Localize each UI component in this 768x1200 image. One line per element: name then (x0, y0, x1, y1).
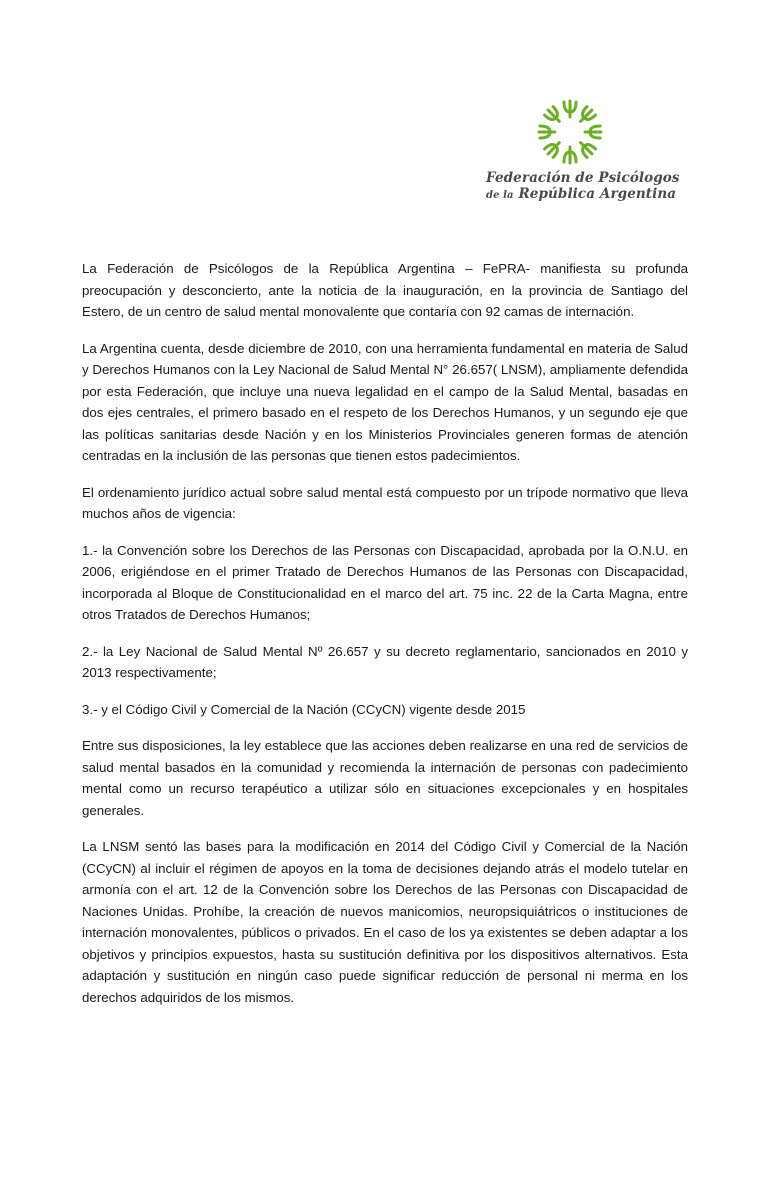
logo-text-line-1: Federación de Psicólogos (486, 170, 680, 186)
paragraph-lnsm: La Argentina cuenta, desde diciembre de 2010, con una herramienta fundamental en materia de Salud y Derechos Humanos con la Ley Nacional de Salud Mental N° 26.657( LNSM), ampliamente defendida por esta Federación, que incluye una nueva legalidad en el campo de la Salud Mental, basadas en dos ejes centrales, el primero basado en el respeto de los Derechos Humanos, y un segundo eje que las políticas sanitarias desde Nación y en los Ministerios Provinciales generen formas de atención centradas en la inclusión de las personas que tienen estos padecimientos. (82, 340, 688, 463)
document-body (82, 258, 688, 1023)
paragraph-disposiciones: Entre sus disposiciones, la ley establece que las acciones deben realizarse en una red de servicios de salud mental basados en la comunidad y recomienda la internación de personas con padecimiento mental como un recurso terapéutico a utilizar sólo en situaciones excepcionales y en hospitales generales. (82, 738, 688, 818)
logo-text-prefix: de la (486, 190, 514, 201)
fepra-logo (484, 96, 688, 206)
paragraph-item-3: 3.- y el Código Civil y Comercial de la Nación (CCyCN) vigente desde 2015 (82, 701, 526, 717)
paragraph-ccycn: La LNSM sentó las bases para la modificación en 2014 del Código Civil y Comercial de la Nación (CCyCN) al incluir el régimen de apoyos en la toma de decisiones dejando atrás el modelo tutelar en armonía con el art. 12 de la Convención sobre los Derechos de las Personas con Discapacidad de Naciones Unidas. Prohíbe, la creación de nuevos manicomios, neuropsiquiátricos o instituciones de internación monovalentes, públicos o privados. En el caso de los ya existentes se deben adaptar a los objetivos y principios expuestos, hasta su sustitución definitiva por los dispositivos alternativos. Esta adaptación y sustitución en ningún caso puede significar reducción de personal ni merma en los derechos adquiridos de los mismos. (82, 839, 688, 1005)
paragraph-item-2: 2.- la Ley Nacional de Salud Mental Nº 26.657 y su decreto reglamentario, sancionados en 2010 y 2013 respectivamente; (82, 643, 688, 680)
paragraph-ordenamiento: El ordenamiento jurídico actual sobre salud mental está compuesto por un trípode normativo que lleva muchos años de vigencia: (82, 484, 688, 521)
logo-text-main: República Argentina (518, 186, 677, 202)
fepra-green-psi-logo-icon (536, 98, 604, 166)
paragraph-item-1: 1.- la Convención sobre los Derechos de las Personas con Discapacidad, aprobada por la O.N.U. en 2006, erigiéndose en el primer Tratado de Derechos Humanos de las Personas con Discapacidad, incorporada al Bloque de Constitucionalidad en el marco del art. 75 inc. 22 de la Carta Magna, entre otros Tratados de Derechos Humanos; (82, 542, 688, 622)
paragraph-intro: La Federación de Psicólogos de la República Argentina – FePRA- manifiesta su profunda preocupación y desconcierto, ante la noticia de la inauguración, en la provincia de Santiago del Estero, de un centro de salud mental monovalente que contaría con 92 camas de internación. (82, 261, 688, 319)
logo-text-line-2 (486, 186, 676, 202)
